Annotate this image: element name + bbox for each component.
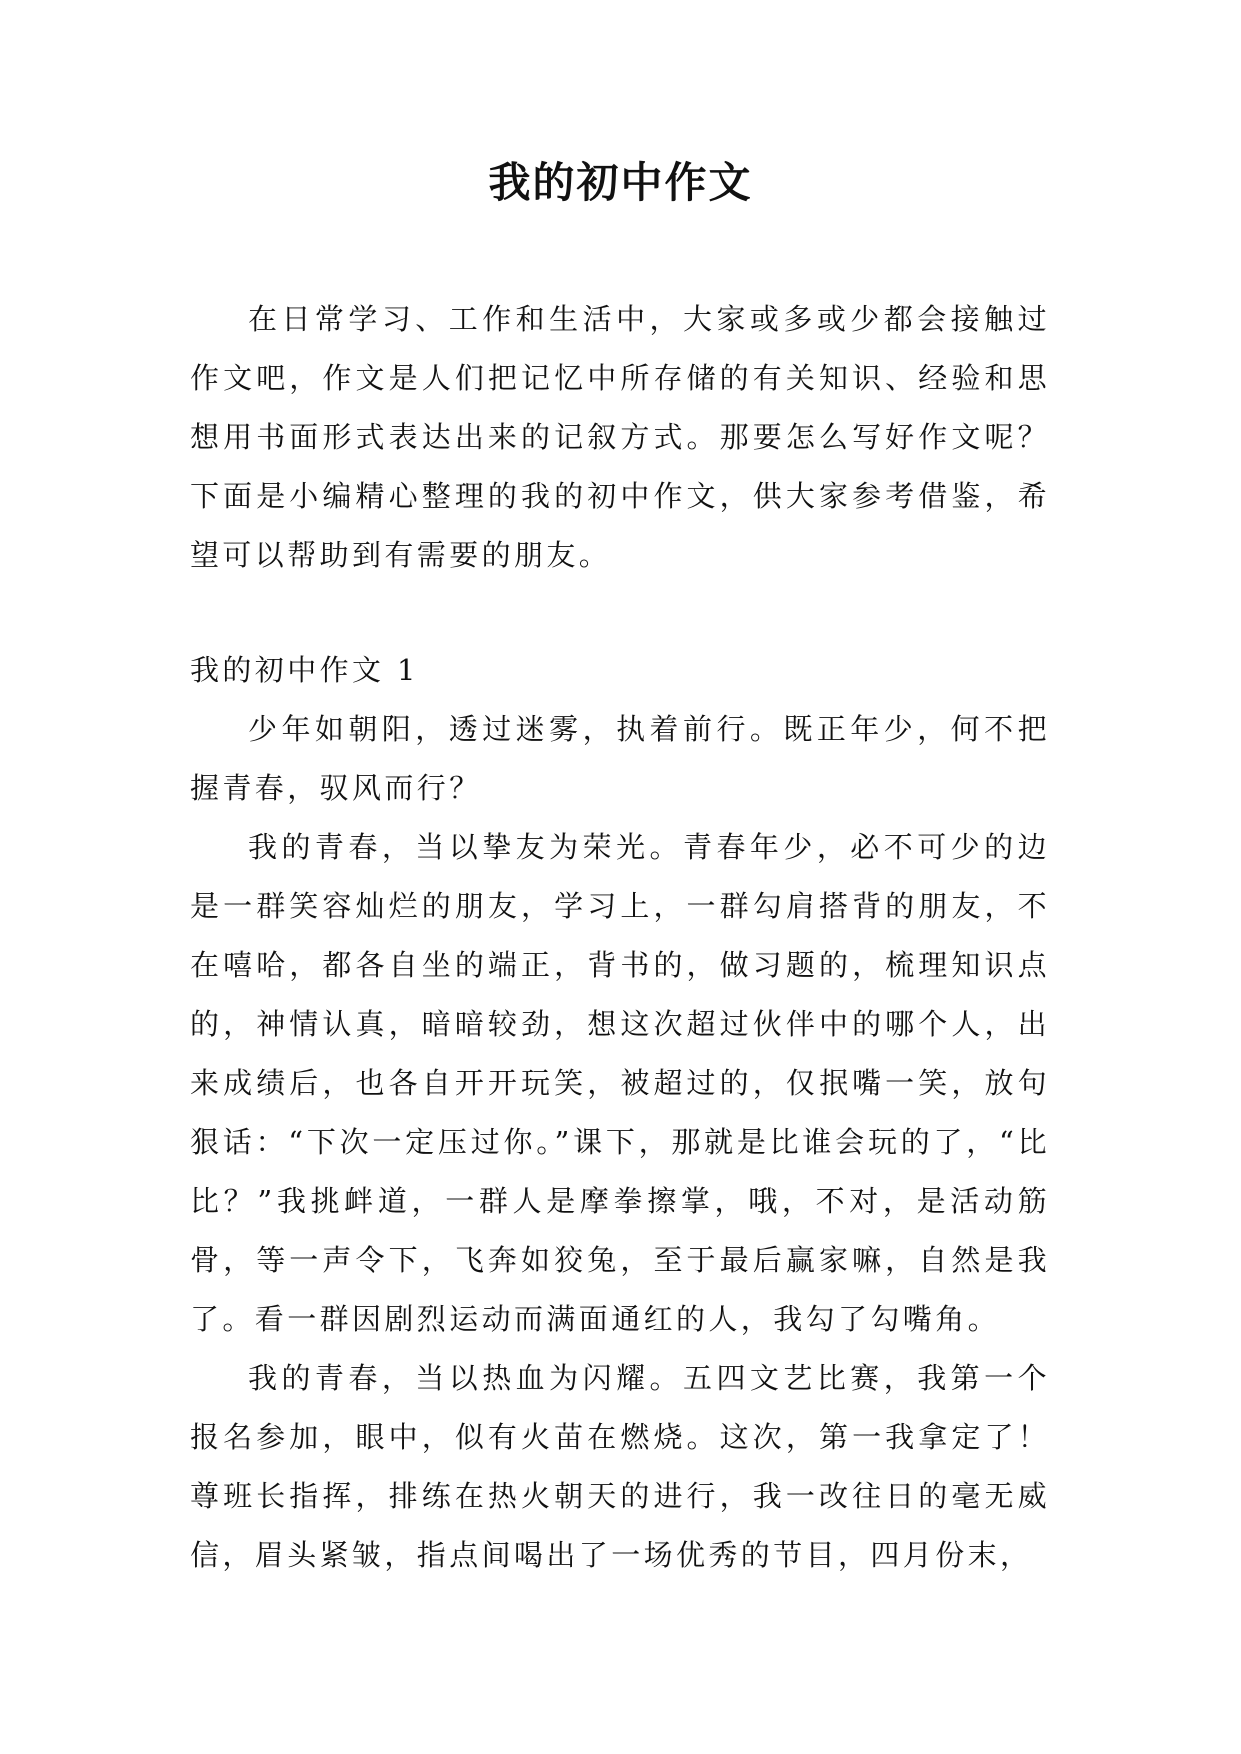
body-paragraph-2: 我的青春，当以挚友为荣光。青春年少，必不可少的边是一群笑容灿烂的朋友，学习上，一群勾肩搭背的朋友，不在嘻哈，都各自坐的端正，背书的，做习题的，梳理知识点的，神情认真，暗暗较劲，想这次超过伙伴中的哪个人，出来成绩后，也各自开开玩笑，被超过的，仅抿嘴一笑，放句狠话：“下次一定压过你。”课下，那就是比谁会玩的了，“比比？”我挑衅道，一群人是摩拳擦掌，哦，不对，是活动筋骨，等一声令下，飞奔如狡兔，至于最后赢家嘛，自然是我了。看一群因剧烈运动而满面通红的人，我勾了勾嘴角。 <box>190 830 1050 1336</box>
body-paragraph-3: 我的青春，当以热血为闪耀。五四文艺比赛，我第一个报名参加，眼中，似有火苗在燃烧。这次，第一我拿定了！尊班长指挥，排练在热火朝天的进行，我一改往日的毫无威信，眉头紧皱，指点间喝出了一场优秀的节目，四月份末， <box>190 1361 1050 1572</box>
body-paragraph-1: 少年如朝阳，透过迷雾，执着前行。既正年少，何不把握青春，驭风而行？ <box>190 712 1050 805</box>
section-heading: 我的初中作文 1 <box>190 653 419 687</box>
document-body <box>190 290 1050 1585</box>
page-title: 我的初中作文 <box>488 158 753 207</box>
intro-paragraph: 在日常学习、工作和生活中，大家或多或少都会接触过作文吧，作文是人们把记忆中所存储的有关知识、经验和思想用书面形式表达出来的记叙方式。那要怎么写好作文呢？下面是小编精心整理的我的初中作文，供大家参考借鉴，希望可以帮助到有需要的朋友。 <box>190 302 1050 572</box>
paragraph-spacer <box>190 585 1050 641</box>
